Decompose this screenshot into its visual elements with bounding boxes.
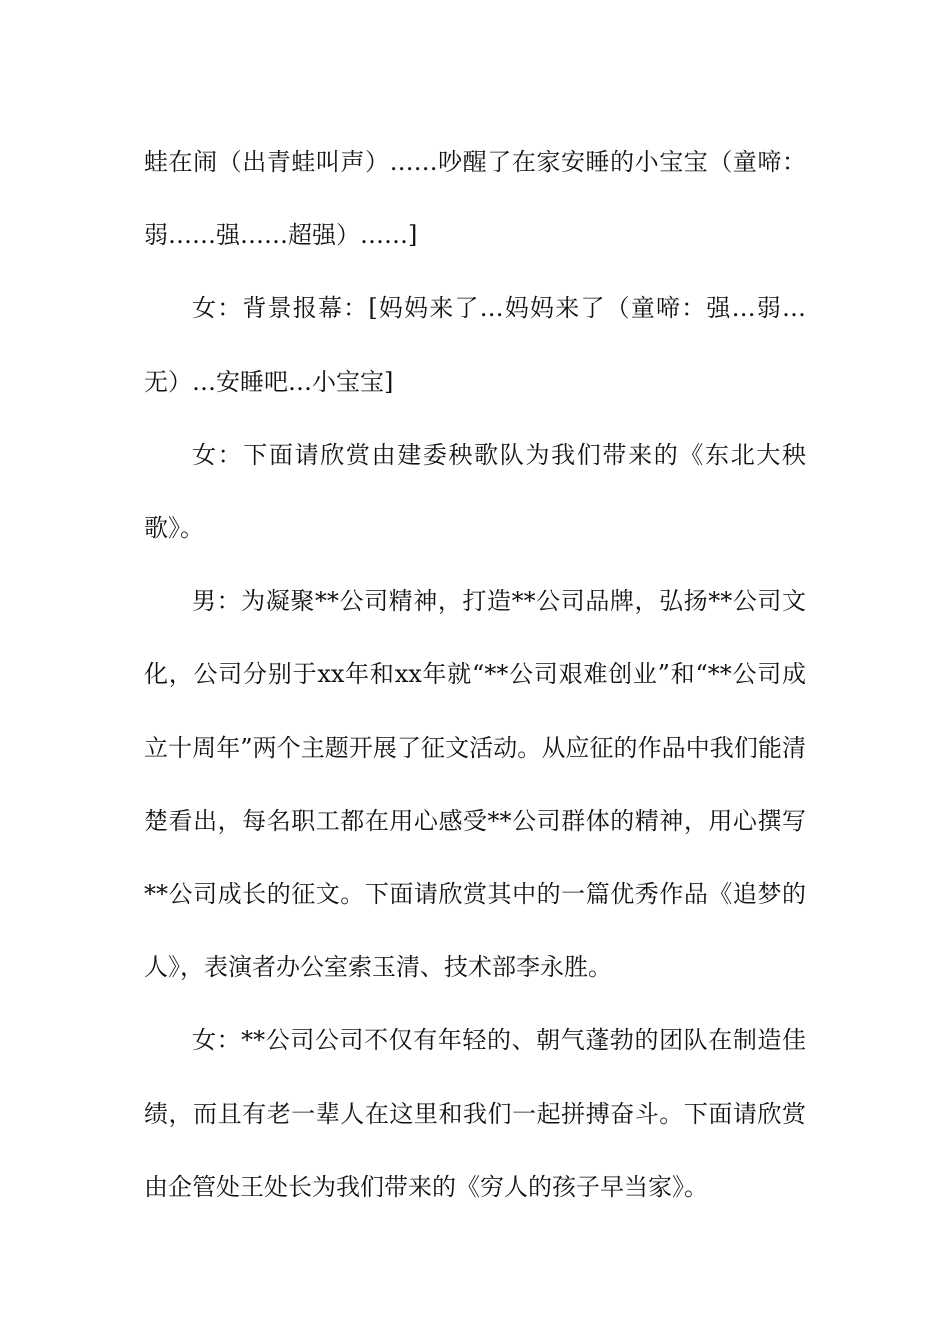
- paragraph-background-announcement: 女：背景报幕：[妈妈来了…妈妈来了（童啼：强…弱…无）…安睡吧…小宝宝]: [144, 294, 806, 396]
- paragraph-essay-intro: 男：为凝聚**公司精神，打造**公司品牌，弘扬**公司文化，公司分别于xx年和xx年就“**公司艰难创业”和“**公司成立十周年”两个主题开展了征文活动。从应征的作品中我们能清楚看出，每名职工都在用心感受**公司群体的精神，用心撰写**公司成长的征文。下面请欣赏其中的一篇优秀作品《追梦的人》，表演者办公室索玉清、技术部李永胜。: [144, 587, 806, 982]
- paragraph-song-intro: 女：**公司公司不仅有年轻的、朝气蓬勃的团队在制造佳绩，而且有老一辈人在这里和我们一起拼搏奋斗。下面请欣赏由企管处王处长为我们带来的《穷人的孩子早当家》。: [144, 1026, 806, 1201]
- document-body: [144, 126, 806, 1224]
- paragraph-continuation: 蛙在闹（出青蛙叫声）……吵醒了在家安睡的小宝宝（童啼：弱……强……超强）……]: [144, 148, 806, 250]
- paragraph-yangge-intro: 女：下面请欣赏由建委秧歌队为我们带来的《东北大秧歌》。: [144, 440, 806, 543]
